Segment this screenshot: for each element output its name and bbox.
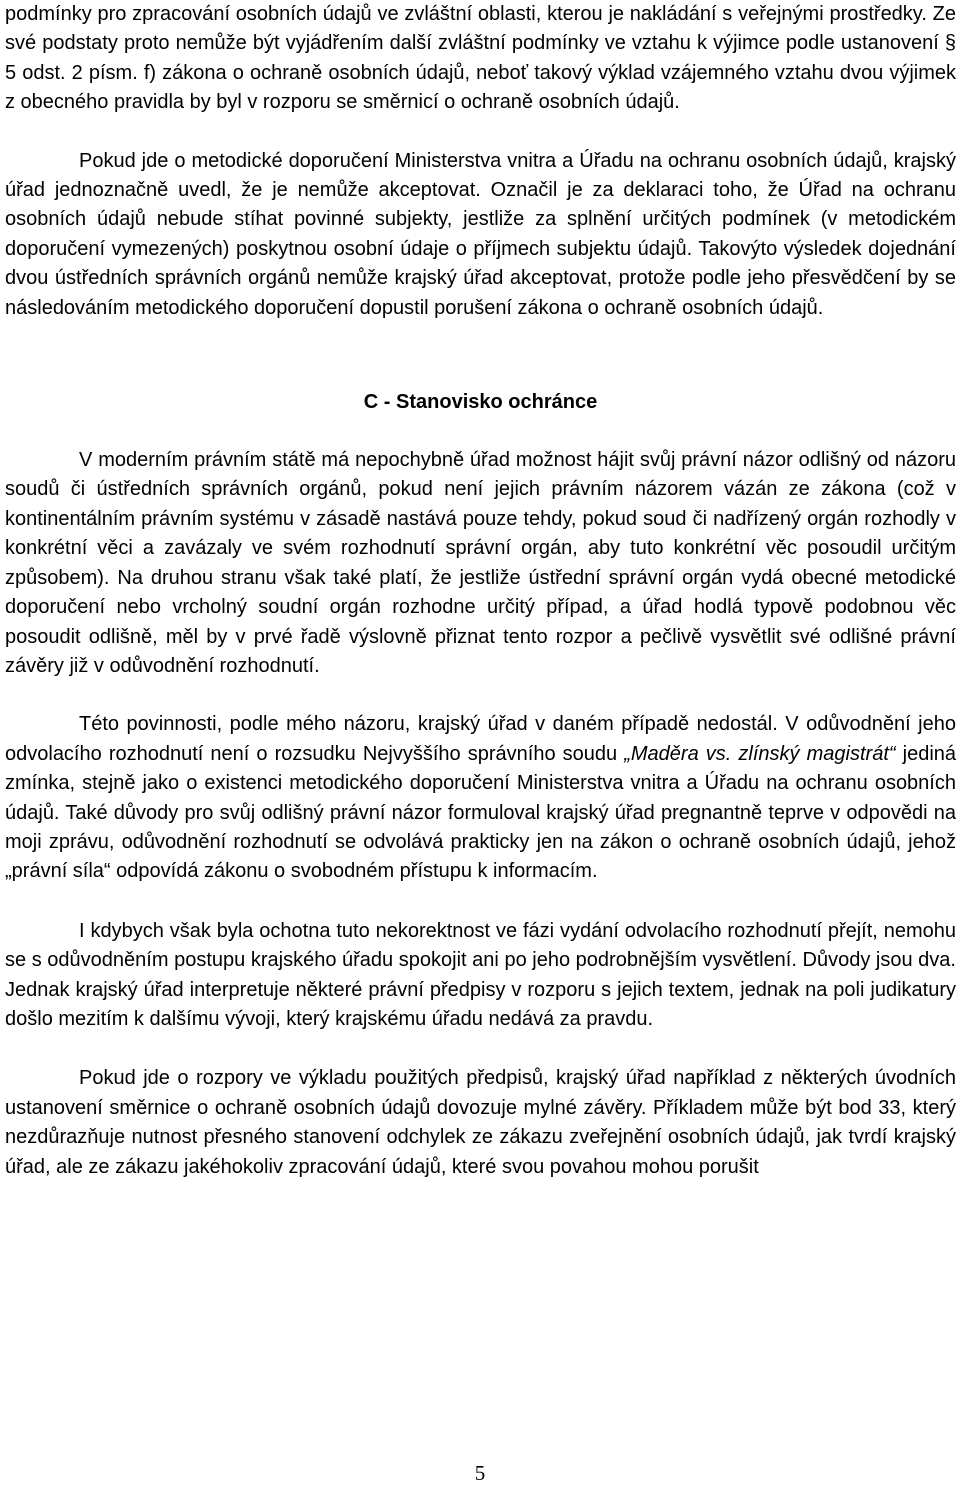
case-name: „Maděra vs. zlínský magistrát“ — [624, 742, 896, 765]
document-page — [5, 0, 956, 1182]
paragraph-modern-state: V moderním právním státě má nepochybně úřad možnost hájit svůj právní názor odlišný od názoru soudů či ústředních správních orgánů, pokud není jejich právním názorem vázán ze zákona (což v kontinentálním právním systému v zásadě nastává pouze tehdy, pokud soud či nadřízený orgán rozhodly v konkrétní věci a zavázaly ve svém rozhodnutí správní orgán, aby tuto konkrétní věc posoudil určitým způsobem). Na druhou stranu však také platí, že jestliže ústřední správní orgán vydá obecné metodické doporučení nebo vrcholný soudní orgán rozhodne určitý případ, a úřad hodlá typově podobnou věc posoudit odlišně, měl by v prvé řadě výslovně přiznat tento rozpor a pečlivě vysvětlit své odlišné právní závěry již v odůvodnění rozhodnutí. — [5, 449, 956, 677]
paragraph-intro: podmínky pro zpracování osobních údajů ve zvláštní oblasti, kterou je nakládání s veřejnými prostředky. Ze své podstaty proto nemůže být vyjádřením další zvláštní podmínky ve vztahu k výjimce podle ustanovení § 5 odst. 2 písm. f) zákona o ochraně osobních údajů, neboť takový výklad vzájemného vztahu dvou výjimek z obecného pravidla by byl v rozporu se směrnicí o ochraně osobních údajů. — [5, 3, 956, 114]
paragraph-disputes: Pokud jde o rozpory ve výkladu použitých předpisů, krajský úřad například z některých úvodních ustanovení směrnice o ochraně osobních údajů dovozuje mylné závěry. Příkladem může být bod 33, který nezdůrazňuje nutnost přesného stanovení odchylek ze zákazu zveřejnění osobních údajů, jak tvrdí krajský úřad, ale ze zákazu jakéhokoliv zpracování údajů, které svou povahou mohou porušit — [5, 1067, 956, 1178]
paragraph-ministry-recommendation: Pokud jde o metodické doporučení Ministerstva vnitra a Úřadu na ochranu osobních údajů, krajský úřad jednoznačně uvedl, že je nemůže akceptovat. Označil je za deklaraci toho, že Úřad na ochranu osobních údajů nebude stíhat povinné subjekty, jestliže za splnění určitých podmínek (v metodickém doporučení vymezených) poskytnou osobní údaje o příjmech subjektu údajů. Takovýto výsledek dojednání dvou ústředních správních orgánů nemůže krajský úřad akceptovat, protože podle jeho přesvědčení by se následováním metodického doporučení dopustil porušení zákona o ochraně osobních údajů. — [5, 149, 956, 319]
paragraph-even-if: I kdybych však byla ochotna tuto nekorektnost ve fázi vydání odvolacího rozhodnutí přejít, nemohu se s odůvodněním postupu krajského úřadu spokojit ani po jeho podrobnějším vysvětlení. Důvody jsou dva. Jednak krajský úřad interpretuje některé právní předpisy v rozporu s jejich textem, jednak na poli judikatury došlo mezitím k dalšímu vývoji, který krajskému úřadu nedává za pravdu. — [5, 919, 956, 1030]
paragraph-duty-text-1: Této povinnosti, podle mého názoru, krajský úřad v daném případě nedostál. V odůvodnění jeho odvolacího rozhodnutí není o rozsudku Nejvyššího správního soudu — [5, 713, 956, 765]
section-heading-c: C - Stanovisko ochránce — [363, 391, 598, 414]
paragraph-duty — [5, 710, 956, 886]
page-number: 5 — [474, 1461, 486, 1485]
paragraph-duty-text-2: jediná zmínka, stejně jako o existenci metodického doporučení Ministerstva vnitra a Úřadu na ochranu osobních údajů. Také důvody pro svůj odlišný právní názor formuloval krajský úřad pregnantně teprve v odpovědi na moji zprávu, odůvodnění rozhodnutí se odvolává prakticky jen na zákon o ochraně osobních údajů, jehož „právní síla“ odpovídá zákonu o svobodném přístupu k informacím. — [5, 742, 957, 883]
